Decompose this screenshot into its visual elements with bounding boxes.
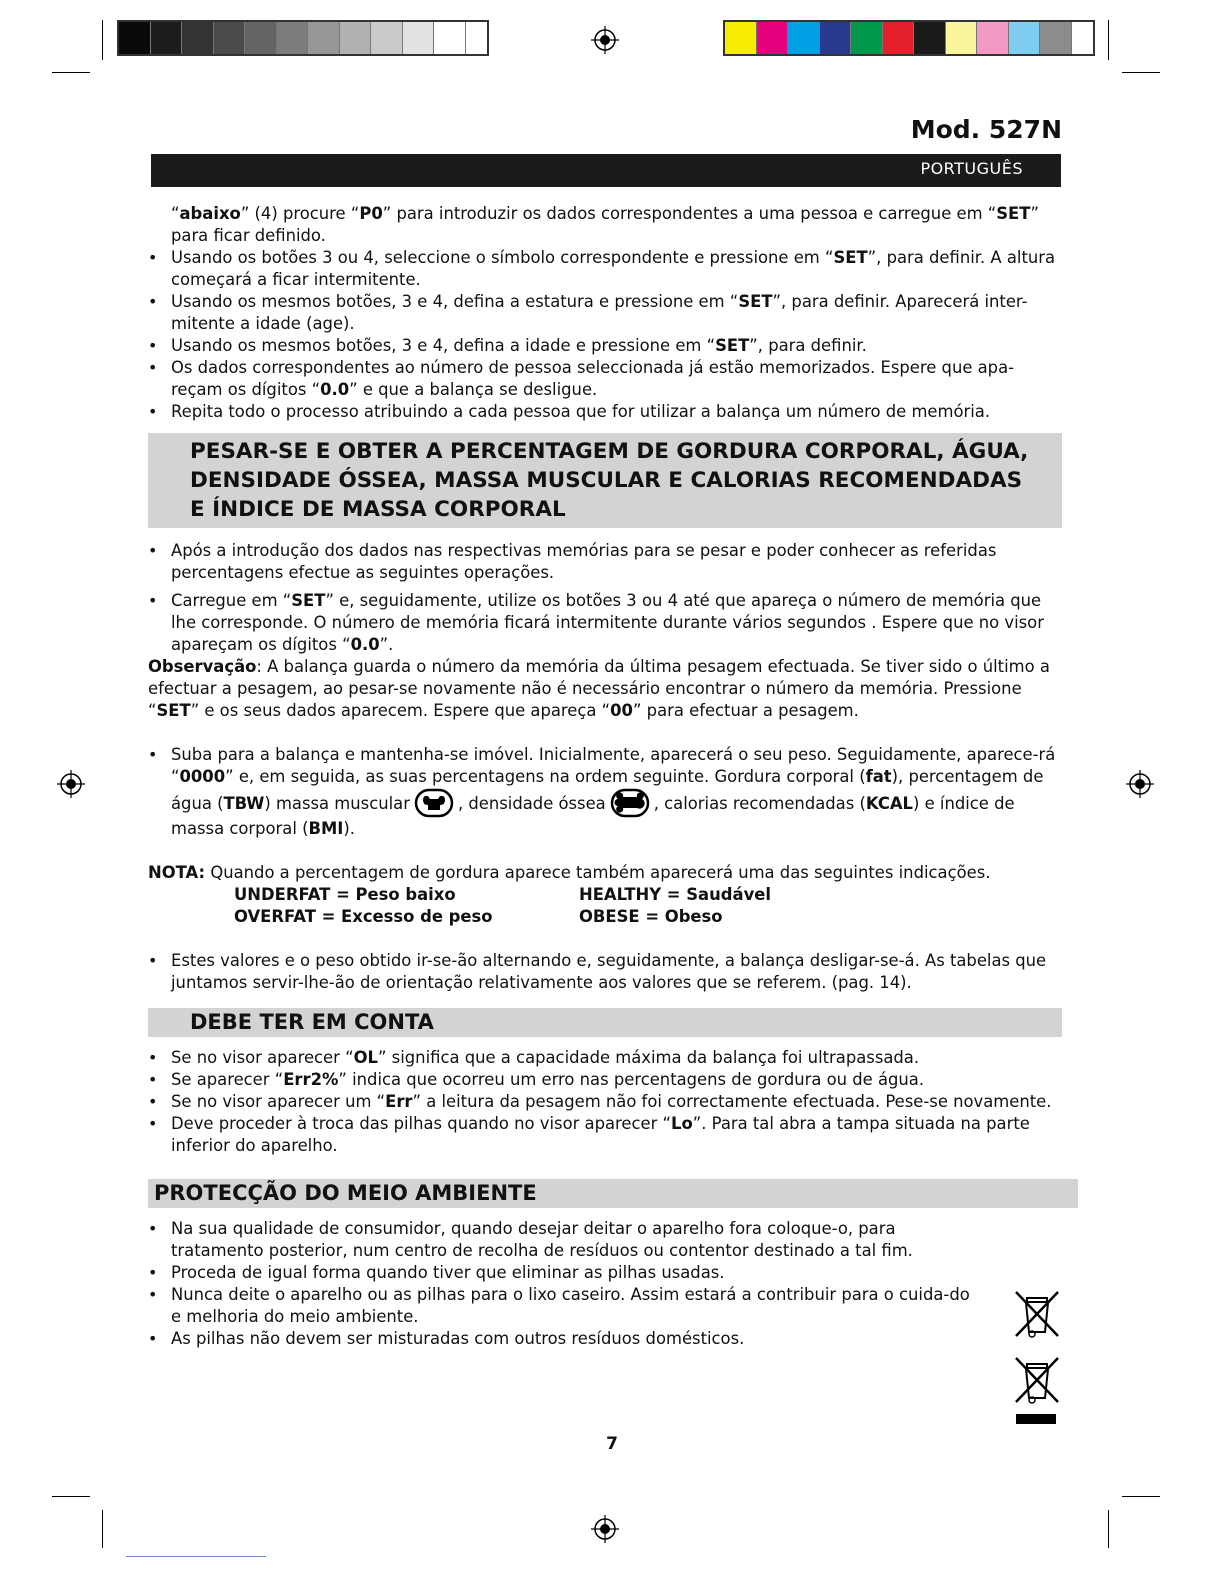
emphasis-text: SET <box>996 204 1031 223</box>
text-run: ” para efectuar a pesagem. <box>632 701 859 720</box>
list-item <box>148 744 1062 840</box>
emphasis-text: TBW <box>223 794 265 813</box>
text-run: , densidade óssea <box>457 794 606 813</box>
text-run: ” e que a balança se desligue. <box>349 380 598 399</box>
weigh-steps-list <box>148 744 1062 840</box>
list-item <box>148 950 1062 994</box>
registration-mark-icon <box>57 770 85 798</box>
list-item <box>148 247 1062 291</box>
text-run: Usando os mesmos botões, 3 e 4, defina a idade e pressione em “ <box>171 336 716 355</box>
text-run: Após a introdução dos dados nas respectivas memórias para se pesar e poder conhecer as referidas percentagens efectue as seguintes operações. <box>171 541 997 582</box>
list-item <box>148 540 1062 584</box>
emphasis-text: 0.0 <box>320 380 350 399</box>
color-swatch <box>851 22 883 54</box>
list-item <box>148 1218 983 1262</box>
crop-mark <box>102 1510 103 1548</box>
text-run: ”, para definir. Aparecerá inter-mitente a idade (age). <box>171 292 1028 333</box>
text-run: Estes valores e o peso obtido ir-se-ão alternando e, seguidamente, a balança desligar-se-á. As tabelas que juntamos servir-lhe-ão de orientação relativamente aos valores que se referem. (pag. 14). <box>171 951 1047 992</box>
list-item <box>148 1262 983 1284</box>
text-run: ”. Para tal abra a tampa situada na parte inferior do aparelho. <box>171 1114 1030 1155</box>
emphasis-text: KCAL <box>865 794 913 813</box>
text-run: “ <box>171 204 180 223</box>
text-run: ) e índice de massa corporal ( <box>171 794 1015 838</box>
language-bar <box>151 154 1061 187</box>
warnings-list <box>148 1047 1062 1157</box>
emphasis-text: OL <box>353 1048 378 1067</box>
color-swatch <box>1009 22 1041 54</box>
color-swatch <box>403 22 435 54</box>
list-item <box>148 1113 1062 1157</box>
manual-content <box>148 203 1062 1350</box>
color-swatch <box>151 22 183 54</box>
emphasis-text: Lo <box>671 1114 693 1133</box>
process-color-bar <box>723 20 1095 56</box>
emphasis-text: Observação <box>148 657 257 676</box>
nota-item: HEALTHY = Saudável <box>579 885 771 904</box>
text-run: ” (4) procure “ <box>240 204 360 223</box>
muscle-mass-icon <box>414 788 454 818</box>
nota-item: OVERFAT = Excesso de peso <box>234 907 493 926</box>
color-swatch <box>434 22 466 54</box>
text-run: Na sua qualidade de consumidor, quando desejar deitar o aparelho fora coloque-o, para tratamento posterior, num centro de recolha de resíduos ou contentor destinado a tal fim. <box>171 1219 913 1260</box>
color-swatch <box>883 22 915 54</box>
list-item <box>148 335 1062 357</box>
text-run: Suba para a balança e mantenha-se imóvel. Inicialmente, aparecerá o seu peso. Seguidamente, aparece-rá “ <box>171 745 1056 786</box>
emphasis-text: Err2% <box>283 1070 339 1089</box>
registration-mark-icon <box>591 26 619 54</box>
section-heading-weighing: PESAR-SE E OBTER A PERCENTAGEM DE GORDURA CORPORAL, ÁGUA, DENSIDADE ÓSSEA, MASSA MUSCULAR E CALORIAS RECOMENDADAS E ÍNDICE DE MASSA CORPORAL <box>148 433 1062 528</box>
crop-mark <box>1122 1496 1160 1497</box>
text-run: Se aparecer “ <box>171 1070 284 1089</box>
language-label: PORTUGUÊS <box>920 159 1023 178</box>
text-run: Os dados correspondentes ao número de pessoa seleccionada já estão memorizados. Espere que apa-reçam os dígitos “ <box>171 358 1015 399</box>
color-swatch <box>977 22 1009 54</box>
text-run: Repita todo o processo atribuindo a cada pessoa que for utilizar a balança um número de memória. <box>171 402 991 421</box>
color-swatch <box>757 22 789 54</box>
intro-continuation <box>148 203 1062 247</box>
text-run: ” e, seguidamente, utilize os botões 3 ou 4 até que apareça o número de memória que lhe corresponde. O número de memória ficará intermitente durante vários segundos . Espere que no visor apareçam os dígitos “ <box>171 591 1044 654</box>
text-run: ”. <box>379 635 394 654</box>
crop-mark <box>102 20 103 60</box>
list-item <box>148 1091 1062 1113</box>
color-swatch <box>277 22 309 54</box>
registration-mark-icon <box>1126 770 1154 798</box>
text-run: Se no visor aparecer um “ <box>171 1092 386 1111</box>
color-swatch <box>371 22 403 54</box>
text-run: Se no visor aparecer “ <box>171 1048 354 1067</box>
list-item <box>148 357 1062 401</box>
emphasis-text: BMI <box>308 819 344 838</box>
emphasis-text: SET <box>291 591 326 610</box>
emphasis-text: SET <box>156 701 191 720</box>
weee-bar <box>1016 1414 1056 1424</box>
color-swatch <box>820 22 852 54</box>
text-run: : A balança guarda o número da memória da última pesagem efectuada. Se tiver sido o último a efectuar a pesagem, ao pesar-se novamente não é necessário encontrar o número da memória. Pressione “ <box>148 657 1050 720</box>
crop-mark <box>52 72 90 73</box>
text-run: Nunca deite o aparelho ou as pilhas para o lixo caseiro. Assim estará a contribuir para o cuida-do e melhoria do meio ambiente. <box>171 1285 970 1326</box>
text-run: , calorias recomendadas ( <box>653 794 866 813</box>
emphasis-text: P0 <box>359 204 383 223</box>
text-run: ), percentagem de água ( <box>171 767 1044 813</box>
section-heading-environment: PROTECÇÃO DO MEIO AMBIENTE <box>148 1179 1078 1208</box>
list-item <box>148 1047 1062 1069</box>
intro-list <box>148 247 1062 423</box>
environment-list <box>148 1218 983 1350</box>
section-heading-debe-ter-em-conta: DEBE TER EM CONTA <box>148 1008 1062 1037</box>
emphasis-text: 0.0 <box>350 635 380 654</box>
emphasis-text: 0000 <box>179 767 226 786</box>
crop-mark <box>1122 72 1160 73</box>
emphasis-text: SET <box>738 292 773 311</box>
crossed-out-bin-icon <box>1012 1288 1062 1340</box>
text-run: ” e, em seguida, as suas percentagens na ordem seguinte. Gordura corporal ( <box>225 767 866 786</box>
color-swatch <box>788 22 820 54</box>
nota-text: Quando a percentagem de gordura aparece também aparecerá uma das seguintes indicações. <box>205 863 991 882</box>
color-swatch <box>119 22 151 54</box>
crop-mark <box>1108 20 1109 60</box>
emphasis-text: SET <box>715 336 750 355</box>
emphasis-text: 00 <box>610 701 633 720</box>
page-number: 7 <box>606 1434 618 1454</box>
text-run: ) massa muscular <box>264 794 410 813</box>
emphasis-text: abaixo <box>179 204 241 223</box>
model-number: Mod. 527N <box>910 115 1062 144</box>
color-swatch <box>308 22 340 54</box>
text-run: Carregue em “ <box>171 591 292 610</box>
list-item <box>148 401 1062 423</box>
text-run: Usando os botões 3 ou 4, seleccione o símbolo correspondente e pressione em “ <box>171 248 834 267</box>
text-run: ” para introduzir os dados correspondentes a uma pessoa e carregue em “ <box>382 204 997 223</box>
list-item <box>148 291 1062 335</box>
text-run: Proceda de igual forma quando tiver que eliminar as pilhas usadas. <box>171 1263 725 1282</box>
bone-density-icon <box>610 788 650 818</box>
emphasis-text: fat <box>865 767 892 786</box>
nota-label: NOTA: <box>148 863 206 882</box>
list-item <box>148 1328 983 1350</box>
grayscale-color-bar <box>117 20 489 56</box>
color-swatch <box>214 22 246 54</box>
crop-mark <box>52 1496 90 1497</box>
registration-mark-icon <box>591 1515 619 1543</box>
text-run: ” para ficar definido. <box>171 204 1039 245</box>
weighing-list <box>148 540 1062 656</box>
nota-item: UNDERFAT = Peso baixo <box>234 885 456 904</box>
nota-indications-table <box>148 884 1062 928</box>
color-swatch <box>946 22 978 54</box>
closing-list <box>148 950 1062 994</box>
text-run: ” significa que a capacidade máxima da balança foi ultrapassada. <box>377 1048 920 1067</box>
color-swatch <box>182 22 214 54</box>
nota-item: OBESE = Obeso <box>579 907 723 926</box>
list-item <box>148 1284 983 1328</box>
text-run: ” a leitura da pesagem não foi correctamente efectuada. Pese-se novamente. <box>412 1092 1052 1111</box>
color-swatch <box>725 22 757 54</box>
text-run: As pilhas não devem ser misturadas com outros resíduos domésticos. <box>171 1329 745 1348</box>
crossed-out-bin-icon <box>1012 1354 1062 1406</box>
color-swatch <box>340 22 372 54</box>
text-run: ” e os seus dados aparecem. Espere que apareça “ <box>190 701 611 720</box>
color-swatch <box>914 22 946 54</box>
emphasis-text: SET <box>833 248 868 267</box>
nota-block <box>148 862 1062 928</box>
text-run: ). <box>343 819 356 838</box>
text-run: ”, para definir. A altura começará a ficar intermitente. <box>171 248 1056 289</box>
observacao-paragraph <box>148 656 1062 722</box>
list-item <box>148 590 1062 656</box>
text-run: ” indica que ocorreu um erro nas percentagens de gordura ou de água. <box>338 1070 925 1089</box>
color-swatch <box>245 22 277 54</box>
color-swatch <box>1040 22 1072 54</box>
crop-mark <box>1108 1510 1109 1548</box>
text-run: Deve proceder à troca das pilhas quando no visor aparecer “ <box>171 1114 672 1133</box>
footer-line <box>126 1556 266 1557</box>
weigh-text-2 <box>458 794 606 813</box>
text-run: ”, para definir. <box>749 336 867 355</box>
emphasis-text: Err <box>385 1092 413 1111</box>
list-item <box>148 1069 1062 1091</box>
text-run: Usando os mesmos botões, 3 e 4, defina a estatura e pressione em “ <box>171 292 739 311</box>
